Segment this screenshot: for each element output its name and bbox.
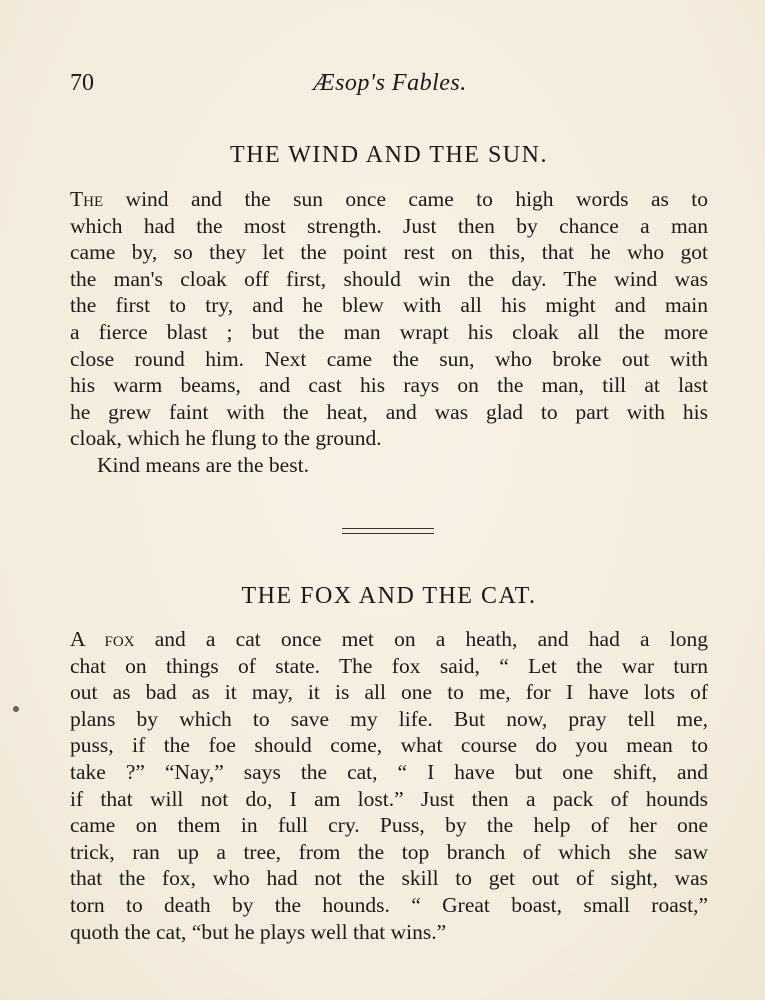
body-line: cloak, which he flung to the ground. bbox=[70, 426, 382, 451]
body-line: chat on things of state. The fox said, “ Let the war turn bbox=[70, 653, 708, 678]
body-line: out as bad as it may, it is all one to me, for I have lots of bbox=[70, 680, 708, 705]
body-line: plans by which to save my life. But now, pray tell me, bbox=[70, 706, 708, 731]
lead-word: The bbox=[70, 187, 104, 211]
fable-body bbox=[70, 626, 708, 945]
body-line: he grew faint with the heat, and was glad to part with his bbox=[70, 399, 708, 424]
body-line: the man's cloak off first, should win the day. The wind was bbox=[70, 266, 708, 291]
first-line-text: wind and the sun once came to high words as to bbox=[103, 187, 708, 211]
body-line: trick, ran up a tree, from the top branch of which she saw bbox=[70, 839, 708, 864]
first-line-text: and a cat once met on a heath, and had a long bbox=[134, 627, 708, 651]
running-title: Æsop's Fables. bbox=[313, 70, 467, 96]
body-line: came by, so they let the point rest on this, that he who got bbox=[70, 240, 708, 265]
body-line: that the fox, who had not the skill to get out of sight, was bbox=[70, 866, 708, 891]
body-line: the first to try, and he blew with all his might and main bbox=[70, 293, 708, 318]
body-line bbox=[70, 186, 708, 213]
body-line: puss, if the foe should come, what course do you mean to bbox=[70, 733, 708, 758]
divider-rule bbox=[342, 533, 434, 534]
body-line: quoth the cat, “but he plays well that wins.” bbox=[70, 919, 447, 944]
body-line bbox=[70, 626, 708, 653]
paper-speck bbox=[13, 706, 19, 712]
divider-rule bbox=[342, 528, 434, 529]
body-line: if that will not do, I am lost.” Just then a pack of hounds bbox=[70, 786, 708, 811]
body-line: which had the most strength. Just then by chance a man bbox=[70, 213, 708, 238]
fable-title: THE FOX AND THE CAT. bbox=[241, 583, 537, 609]
fable-body bbox=[70, 186, 708, 452]
body-line: torn to death by the hounds. “ Great boast, small roast,” bbox=[70, 892, 708, 917]
body-line: a fierce blast ; but the man wrapt his cloak all the more bbox=[70, 319, 708, 344]
body-line: take ?” “Nay,” says the cat, “ I have but one shift, and bbox=[70, 759, 708, 784]
body-line: his warm beams, and cast his rays on the man, till at last bbox=[70, 373, 708, 398]
fable-wind-and-sun bbox=[70, 142, 708, 479]
page-number: 70 bbox=[70, 70, 94, 96]
body-line: close round him. Next came the sun, who broke out with bbox=[70, 346, 708, 371]
fable-moral: Kind means are the best. bbox=[97, 452, 309, 477]
section-divider bbox=[342, 527, 434, 535]
fable-title: THE WIND AND THE SUN. bbox=[230, 142, 548, 168]
lead-word: A fox bbox=[70, 627, 135, 651]
running-head bbox=[70, 70, 710, 106]
body-line: came on them in full cry. Puss, by the help of her one bbox=[70, 813, 708, 838]
fable-fox-and-cat bbox=[70, 583, 708, 945]
